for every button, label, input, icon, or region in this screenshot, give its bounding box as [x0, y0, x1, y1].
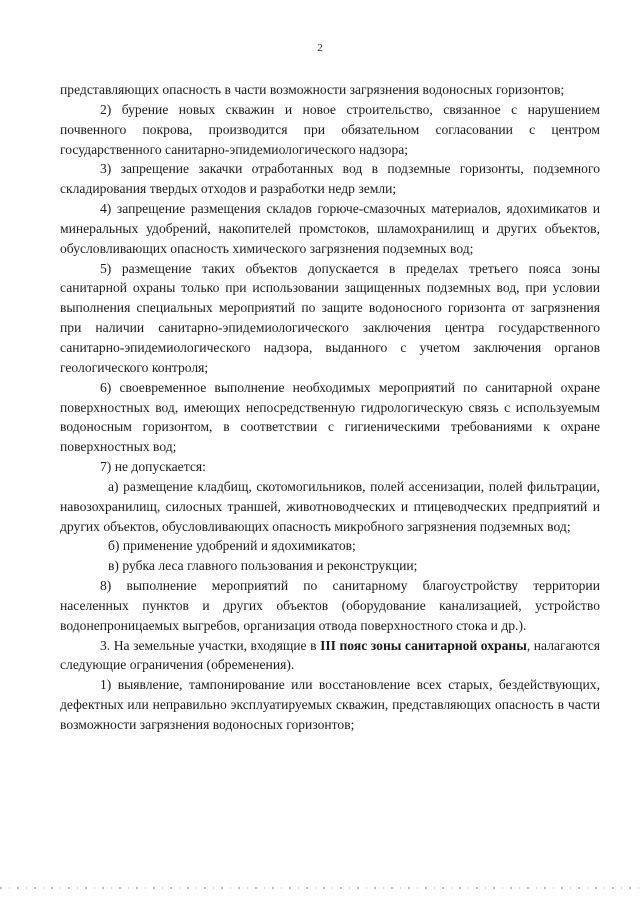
paragraph-item-5: 5) размещение таких объектов допускается в пределах третьего пояса зоны санитарной охраны только при использовании защищенных подземных вод, при условии выполнения специальных мероприятий по защите водоносного горизонта от загрязнения при наличии санитарно-эпидемиологического заключения центра государственного санитарно-эпидемиологического надзора, выданного с учетом заключения органов геологического контроля; — [60, 260, 600, 375]
paragraph-item-4: 4) запрещение размещения складов горюче-смазочных материалов, ядохимикатов и минеральных удобрений, накопителей промстоков, шламохранилищ и других объектов, обусловливающих опасность химического загрязнения подземных вод; — [60, 201, 600, 256]
paragraph-subitem-v: в) рубка леса главного пользования и реконструкции; — [108, 558, 418, 574]
section-3-text-before: 3. На земельные участки, входящие в — [100, 637, 321, 653]
paragraph-item-6: 6) своевременное выполнение необходимых мероприятий по санитарной охране поверхностных вод, имеющих непосредственную гидрологическую связь с используемым водоносным горизонтом, в соответствии с гигиеническими требованиями к охране поверхностных вод; — [60, 379, 600, 455]
paragraph-item-3: 3) запрещение закачки отработанных вод в подземные горизонты, подземного складирования твердых отходов и разработки недр земли; — [60, 161, 600, 197]
paragraph-section-3 — [60, 636, 600, 676]
section-3-text-after: , налагаются следующие ограничения (обременения). — [60, 637, 600, 673]
paragraph-item-8: 8) выполнение мероприятий по санитарному благоустройству территории населенных пунктов и других объектов (оборудование канализацией, устройство водонепроницаемых выгребов, организация отвода поверхностного стока и др.). — [60, 578, 600, 633]
paragraph-section-3-item-1: 1) выявление, тампонирование или восстановление всех старых, бездействующих, дефектных или неправильно эксплуатируемых скважин, представляющих опасность в части возможности загрязнения водоносных горизонтов; — [60, 677, 600, 732]
paragraph-subitem-a: а) размещение кладбищ, скотомогильников, полей ассенизации, полей фильтрации, навозохранилищ, силосных траншей, животноводческих и птицеводческих предприятий и других объектов, обусловливающих опасность микробного загрязнения подземных вод; — [60, 478, 600, 534]
paragraph-item-7: 7) не допускается: — [100, 459, 206, 475]
page-number: 2 — [317, 42, 323, 54]
document-body — [60, 80, 600, 735]
section-3-bold-zone: III пояс зоны санитарной охраны — [320, 637, 527, 653]
paragraph-continuation: представляющих опасность в части возможности загрязнения водоносных горизонтов; — [60, 82, 565, 97]
scan-artifact-line — [0, 887, 640, 889]
paragraph-item-2: 2) бурение новых скважин и новое строительство, связанное с нарушением почвенного покрова, производится при обязательном согласовании с центром государственного санитарно-эпидемиологического надзора; — [60, 101, 600, 157]
paragraph-subitem-b: б) применение удобрений и ядохимикатов; — [108, 538, 356, 554]
